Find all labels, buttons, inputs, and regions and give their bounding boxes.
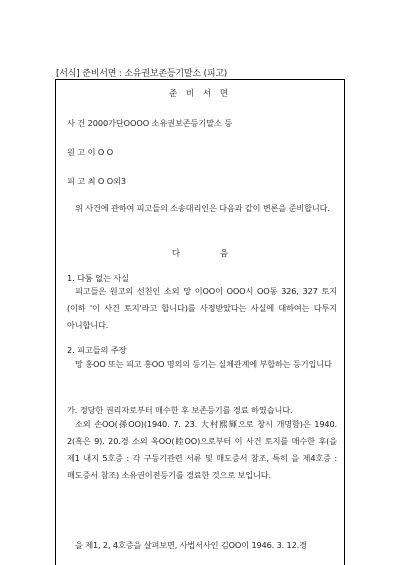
document-frame	[55, 79, 345, 565]
section1-title: 1. 다툼 없는 사실	[67, 273, 129, 283]
section-heading-left: 다	[171, 249, 180, 259]
document-caption: [서식] 준비서면 : 소유권보존등기말소 (피고)	[56, 69, 228, 79]
section2-body: 망 홍OO 또는 피고 홍OO 명의의 등기는 실체관계에 부합하는 등기입니다	[75, 359, 332, 369]
defendant-line: 피 고 최 O O외3	[67, 176, 127, 186]
section-heading	[56, 248, 344, 260]
section2-title: 2. 피고들의 주장	[67, 345, 127, 355]
subsection-a-title: 가. 정당한 권리자로부터 매수한 후 보존등기를 경료 하였습니다.	[67, 405, 293, 415]
plaintiff-line: 원 고 이 O O	[67, 147, 114, 157]
subsection-a-body2: 을 제1, 2, 4호증을 살펴보면, 사법서사인 김OO이 1946. 3. 12.경	[75, 540, 307, 550]
intro-paragraph: 위 사건에 관하여 피고들의 소송대리인은 다음과 같이 변론을 준비합니다.	[75, 203, 330, 213]
subsection-a-body1: 소외 손OO(孫OO)(1940. 7. 23. 大村熙輝으로 창시 개명함)은 1940. 2(혹은 9). 20.경 소외 옥OO(睦OO)으로부터 이 사건 토지를 매수한 후(을 제1 내지 5호증 : 각 구등기관련 서류 및 매도증서 참조, 특히 을 제4호증 : 매도증서 참조) 소유권이전등기를 경료한 것으로 보입니다.	[67, 419, 337, 480]
document-title: 준 비 서 면	[169, 89, 231, 99]
case-line: 사 건 2000가단OOOO 소유권보존등기말소 등	[67, 118, 233, 128]
section1-body: 피고들은 원고의 선친인 소외 망 이OO이 OOO시 OO동 326, 327 토지(이하 '이 사건 토지'라고 합니다)를 사정받았다는 사실에 대하여는 다투지 아니합니다.	[67, 286, 337, 330]
section-heading-right: 음	[220, 249, 229, 259]
